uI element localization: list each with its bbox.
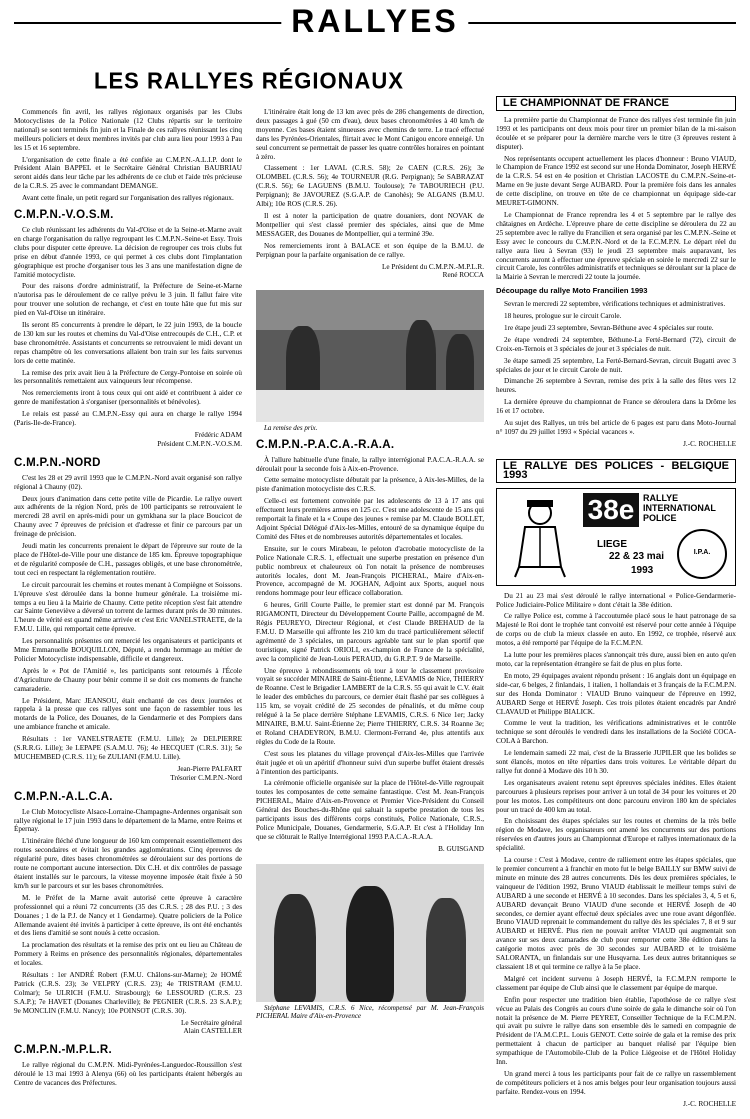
event-city: LIEGE xyxy=(597,538,628,550)
section-heading: LE CHAMPIONNAT DE FRANCE xyxy=(496,96,736,111)
paragraph: Nos remerciements iront à tous ceux qui ont aidé et contribuent à aider ce genre de manifestation à s'organiser (personnalités et bénévoles). xyxy=(14,389,242,407)
paragraph: La course : C'est à Modave, centre de ralliement entre les étapes spéciales, que le premier concurrent a à franchir en moto fut le belge BAILLY sur BMW suivi de minute en minute des 28 autres concurrents. Dès les deux premières spéciales, le vainqueur de l'édition 1992, Bruno VIAUD établissait le meilleur temps suivi de AUBARD à une seconde et HERVÉ à 10 secondes. Dans les spéciales 3, 4, 5 et 6, AUBARD devançait Bruno VIAUD d'une seconde et HERVÉ Joseph de 40 secondes, ce dernier ayant effectué deux spéciales avec une roue avant dégonflée. Bruno VIAUD reprenait le commandement du rallye dès les spéciales 7, 8 et 9 sur AUBARD et HERVÉ. Plus rien ne pouvait arrêter VIAUD qui augmentait son avance sur ses deux camarades de club pour remporter cette 38e édition dans la catégorie motos avec près de 30 secondes sur AUBARD et le troisième SALORANTA, un finlandais sur une Husqvarna. Les deux autres britanniques se classaient 18 et qui termine ce rallye à la 5e place. xyxy=(496,856,736,971)
paragraph: Dimanche 26 septembre à Sevran, remise des prix à la salle des fêtes vers 12 heures. xyxy=(496,377,736,395)
section-heading: C.M.P.N.-P.A.C.A.-R.A.A. xyxy=(256,438,395,451)
paragraph: En choisissant des étapes spéciales sur les routes et chemins de la très belle région de Modave, les organisateurs ont amené les concurrents sur des portions réservées en d'autres jours au Championnat d'Europe et rallyes internationaux de la spécialité. xyxy=(496,817,736,853)
paragraph: L'organisation de cette finale a été confiée au C.M.P.N.-A.L.I.P. dont le Président Alain BAPPEL et le Secrétaire Général Christian BAUBRIAU seront aidés dans leur tâche par les adhérents de ce club et l'aide très précieuse de la C.R.S. 25 avec le commandant DEMANGE. xyxy=(14,155,242,191)
event-year: 1993 xyxy=(631,564,654,576)
edition-number: 38e xyxy=(583,493,639,527)
prize-ceremony-photo xyxy=(256,290,484,422)
paragraph: Comme le veut la tradition, les vérifications administratives et le contrôle technique se sont déroulés le vendredi dans les installations de la Société COCA-COLA à Barchon. xyxy=(496,719,736,746)
section-heading: C.M.P.N.-NORD xyxy=(14,456,101,469)
article-title: LES RALLYES RÉGIONAUX xyxy=(94,67,404,94)
photo-caption: La remise des prix. xyxy=(264,424,318,433)
paragraph: Les personnalités présentes ont remercié les organisateurs et participants et Mme Emmanuelle BOUQUILLON, Député, a rendu hommage au métier de Policier Motocycliste indispensable, difficile et dangereux. xyxy=(14,637,242,663)
signature-name: Frédéric ADAM xyxy=(194,431,242,439)
subheading: Découpage du rallye Moto Francilien 1993 xyxy=(496,286,648,296)
signature-name: J.-C. ROCHELLE xyxy=(683,439,736,448)
section-heading: C.M.P.N.-V.O.S.M. xyxy=(14,209,114,222)
section-title: RALLYES xyxy=(281,4,468,38)
paragraph: 6 heures, Grill Courte Paille, le premier start est donné par M. François RIGAMONTI, Directeur du Développement Courte Paille, accompagné de M. Régis PEUREYO, Directeur Régional, et c'est Claude BREHAUD de la F.M.U. D Marseille qui affronte les 210 km du tracé particulièrement sélectif agrémenté de 3 spéciales, un parcours agréable tant sur le plan sportif que touristique, signé Patrick ORIOLI, ex-champion de France de la spécialité, avec la complicité de Jean-Louis PERAUD, du G.R.P.T. 9 de Marseille. xyxy=(256,601,484,663)
paragraph: Après le « Pot de l'Amitié », les participants sont retournés à l'École d'Agriculture de Chauny pour bénir comme il se doit ces moments de franche camaraderie. xyxy=(14,666,242,693)
paragraph: Le lendemain samedi 22 mai, c'est de la Brasserie JUPILER que les bolides se sont élancés, motos en tête réparties dans trois voitures. Le véritable départ du rallye fut donné à Modave dès 10 h 30. xyxy=(496,749,736,775)
paragraph: Commencés fin avril, les rallyes régionaux organisés par les Clubs Motocyclistes de la Police Nationale (12 Clubs répartis sur le territoire national) se sont terminés fin juin et la Finale de ces rallyes réunissant les cinq meilleurs policiers et deux membres invités par club aura lieu pour 1993 à Pau les 15 et 16 septembre. xyxy=(14,108,242,152)
signature-role: Le Président du C.M.P.N.-M.P.L.R. xyxy=(381,262,484,271)
paragraph: Le Club Motocycliste Alsace-Lorraine-Champagne-Ardennes organisait son rallye régional le 17 juin 1993 dans le département de la Marne, entre Reims et Épernay. xyxy=(14,807,242,834)
section-heading: C.M.P.N.-A.L.C.A. xyxy=(14,790,113,803)
signature xyxy=(496,1100,736,1109)
column-3 xyxy=(496,96,736,1119)
paragraph: Le circuit parcourait les chemins et routes menant à Compiègne et Soissons. L'épreuve s'est déroulée dans la bonne humeur générale. La troisième mi-temps a eu lieu à la Mairie de Chauny. Cette petite réception s'est fait attendre car Sainte Geneviève a déversé un torrent de larmes durant près de 30 minutes. L'heure de vérité est quand même arrivée et c'est Eric VANELSTRAETE, de la F.M.U. Lille, qui remportait cette épreuve. xyxy=(14,580,242,634)
paragraph: Résultats : 1er VANELSTRAETE (F.M.U. Lille); 2e DELPIERRE (S.R.R.G. Lille); 3e LEPAPE (S.A.M.U. 76); 4e HECQUET (C.R.S. 31); 5e MUCHEMBED (C.R.S. 11); 6e ZULIANI (F.M.U. Lille). xyxy=(14,735,242,761)
paragraph: La proclamation des résultats et la remise des prix ont eu lieu au Château de Pommery à Reims en présence des personnalités régionales, départementales et locales. xyxy=(14,941,242,968)
paragraph: 2e étape vendredi 24 septembre, Béthune-La Ferté-Bernard (72), circuit de Croix-en-Ternois et 3 spéciales de jour et 3 spéciales de nuit. xyxy=(496,335,736,353)
police-figure-icon xyxy=(505,497,575,579)
event-line: POLICE xyxy=(643,512,677,523)
paragraph: C'est sous les platanes du village provençal d'Aix-les-Milles que l'arrivée était jugée et où un apéritif d'honneur suivi d'un superbe buffet étaient dressés à l'intention des participants. xyxy=(256,749,484,776)
event-name xyxy=(643,493,716,523)
paragraph: Ils seront 85 concurrents à prendre le départ, le 22 juin 1993, de la boucle de 130 km sur les routes et chemins du Val-d'Oise entrecoupés de C.H., C.P. et base chronométrée. Assistants et concurrents se retrouvaient le midi devant un repas champêtre où les conversations allaient bon train sur les faits survenus lors de cette matinée. xyxy=(14,321,242,365)
event-line: INTERNATIONAL xyxy=(643,502,716,513)
section-heading: C.M.P.N.-M.P.L.R. xyxy=(14,1044,112,1057)
paragraph: 3e étape samedi 25 septembre, La Ferté-Bernard-Sevran, circuit Bugatti avec 3 spéciales de jour et le circuit Carole de nuit. xyxy=(496,356,736,374)
signature-role: Président C.M.P.N.-V.O.S.M. xyxy=(157,439,242,448)
signature xyxy=(14,1019,242,1037)
paragraph: Malgré cet incident survenu à Joseph HERVÉ, la F.C.M.P.N remporte le classement par équipe de Club ainsi que le classement par équipe de marque. xyxy=(496,974,736,992)
signature xyxy=(256,263,484,281)
paragraph: Le Championnat de France reprendra les 4 et 5 septembre par le rallye des châtaignes en Ardèche. L'épreuve phare de cette discipline se déroulera du 22 au 25 septembre avec le rallye du Francilien et sera organisé par les C.M.P.N.-Seine et Essy avec le concours du C.M.P.N.-Nord et de la F.C.M.P.N. Le départ réel du rallye aura lieu à Sevran (93) le jeudi 23 septembre mais auparavant, les concurrents auront à effectuer une épreuve spéciale en soirée le mercredi 22 sur le circuit Carole, les contrôles administratifs et techniques se déroulant sur la place de la Mairie à Sevran le mercredi 22 toute la journée. xyxy=(496,210,736,282)
paragraph: Classement : 1er LAVAL (C.R.S. 58); 2e CAEN (C.R.S. 26); 3e OLOMBEL (C.R.S. 56); 4e TOURNEUR (R.G. Perpignan); 5e SABRAZAT (C.R.S. 56); 6e LAGUENS (B.M.U. Toulouse); 7e TABOURIECH (P.U. Perpignan); 8e JAVOUREZ (S.G.A.P. de Canohès); 9e ALGANS (B.M.U. Albi); 10e ROS (C.R.S. 26). xyxy=(256,164,484,209)
signature xyxy=(14,765,242,783)
signature xyxy=(256,845,484,854)
paragraph: Il est à noter la participation de quatre douaniers, dont NOVAK de Montpellier qui s'est classé premier des spéciales, ainsi que de Mme MESSAGER, des Douanes de Montpellier, qui a terminé 39e. xyxy=(256,211,484,238)
award-photo xyxy=(256,864,484,1002)
paragraph: À l'allure habituelle d'une finale, la rallye interrégional P.A.C.A.-R.A.A. se déroulait pour la seconde fois à Aix-en-Provence. xyxy=(256,455,484,473)
paragraph: Ensuite, sur le cours Mirabeau, le peloton d'acrobatie motocycliste de la Police Nationale C.R.S. 1, effectuait une superbe prestation en présence d'un public nombreux et chaleureux où l'on notait la présence de nombreuses autorités locales, dont M. Jean-François PICHERAL, Maire d'Aix-en-Provence, accompagné de M. JOGHAN, Adjoint aux Sports, auquel nous rendons hommage pour leur efficace collaboration. xyxy=(256,544,484,598)
paragraph: La dernière épreuve du championnat de France se déroulera dans la Drôme les 16 et 17 octobre. xyxy=(496,398,736,416)
signature-role: Trésorier C.M.P.N.-Nord xyxy=(170,773,242,782)
paragraph: Au sujet des Rallyes, un très bel article de 6 pages est paru dans Moto-Journal n° 1097 du 29 juillet 1993 « Spécial vacances ». xyxy=(496,419,736,436)
event-line: RALLYE xyxy=(643,492,679,503)
paragraph: 1re étape jeudi 23 septembre, Sevran-Béthune avec 4 spéciales sur route. xyxy=(504,323,714,332)
paragraph: Un grand merci à tous les participants pour fait de ce rallye un rassemblement de compétiteurs policiers et à nos amis belges pour leur organisation toujours aussi parfaite. Rendez-vous en 1994. xyxy=(496,1069,736,1096)
column-2 xyxy=(256,108,484,1024)
ipa-emblem-icon: I.P.A. xyxy=(677,529,727,579)
paragraph: Le rallye régional du C.M.P.N. Midi-Pyrénées-Languedoc-Roussillon s'est déroulé le 13 mai 1993 à Alenya (66) où les participants étaient hébergés au Centre de vacances des Préfectures. xyxy=(14,1061,242,1088)
page-header xyxy=(14,4,736,38)
signature-name: Alain CASTELLER xyxy=(183,1027,242,1036)
paragraph: Résultats : 1er ANDRÉ Robert (F.M.U. Châlons-sur-Marne); 2e HOMÉ Patrick (C.R.S. 23); 3e VELPRY (C.R.S. 23); 4e TRISTRAM (F.M.U. Colmar); 5e ULRICH (F.M.U. Strasbourg); 6e LESSOURD (C.R.S. 23 S.A.P.); 7e HAVET (Douanes Charleville); 8e PEGNIER (C.R.S. 23 S.A.P.); 9e MONCLIN (F.M.U. Nancy); 10e POINSOT (C.R.S. 30). xyxy=(14,971,242,1015)
paragraph: M. le Préfet de la Marne avait autorisé cette épreuve à caractère professionnel qui a réuni 72 concurrents (35 des C.R.S. ; 28 des P.U. ; 3 des Douanes ; 1 de la P.J. de Nancy et 1 Gendarme). Quatre policiers de la Police Allemande avaient été invités à participer à cette épreuve, ils ont été enchantés et des liens d'amitié se sont noués à cette occasion. xyxy=(14,893,242,938)
paragraph: Celle-ci est fortement convoitée par les adolescents de 13 à 17 ans qui effectuent leurs premières armes en 125 cc. C'est une adolescente de 15 ans qui remportait la finale et la « Coupe des jeunes » remise par M. Claude BOLLET, Adjoint Spécial Délégué d'Aix-les-Milles, entouré de sa dynamique équipe du Comité des Fêtes et de nombreuses autorités départementales et locales. xyxy=(256,497,484,541)
paragraph: La lutte pour les premières places s'annonçait très dure, aussi bien en auto qu'en moto, car la représentation étrangère se fait de plus en plus forte. xyxy=(496,651,736,668)
paragraph: Les organisateurs avaient retenu sept épreuves spéciales inédites. Elles étaient parcourues à plusieurs reprises pour arriver à un total de 34 pour les voitures et 20 pour les motos. Les compétiteurs ont donc parcouru environ 180 km de spéciales pour un tracé de 400 km au total. xyxy=(496,778,736,814)
paragraph: Ce rallye Police est, comme à l'accoutumée placé sous le haut patronage de sa Majesté le Roi dont le trophée tant convoité est réservé pour cette année à l'équipe de corps ou de club la mieux classée en auto. En 1992, ce trophée, réservé aux motos, a été remporté par l'équipe de la F.C.M.P.N. xyxy=(496,612,736,648)
paragraph: Pour des raisons d'ordre administratif, la Préfecture de Seine-et-Marne n'autorisa pas le déroulement de ce rallye prévu le 3 juin. Il fallut faire vite pour trouver une solution de rechange, et c'est en toute hâte que fut mis sur pied en Val-d'Oise un itinéraire. xyxy=(14,282,242,318)
signature-name: B. GUISGAND xyxy=(438,844,484,853)
paragraph: En moto, 29 équipages avaient répondu présent : 16 anglais dont un équipage en side-car, 6 belges, 2 finlandais, 1 italien, 1 hollandais et 3 français de la F.C.M.P.N. sur des Honda Dominator : VIAUD Bruno vainqueur de l'épreuve en 1992, AUBARD Serge et HERVÉ Joseph. Ces trois pilotes étaient encadrés par André CLAVAUD et Philippe BIALICK. xyxy=(496,671,736,716)
signature xyxy=(14,431,242,449)
paragraph: Enfin pour respecter une tradition bien établie, l'apothéose de ce rallye s'est vécue au Palais des Congrès au cours d'une soirée de gala le dimanche soir où l'on notait la présence de M. Pierre PEYRET, Conseiller Technique de la F.C.M.P.N. qui avait pu suivre le rallye dans son ensemble dès le samedi en compagnie de Président de l'A.M.C.P.L. Louis GENOT. Cette soirée de gala et la remise des prix permettaient à chacun de participer au banquet réalisé par l'équipe bien sympathique de l'Automobile-Club de la Police Liégeoise et de l'Hôtel Holiday Inn. xyxy=(496,995,736,1067)
signature-name: J.-C. ROCHELLE xyxy=(683,1099,736,1108)
paragraph: La première partie du Championnat de France des rallyes s'est terminée fin juin 1993 et les participants ont deux mois pour tirer un premier bilan de la mi-saison écoulée et se préparer pour la dernière marche vers le titre (3 épreuves restent à disputer). xyxy=(496,115,736,151)
event-dates: 22 & 23 mai xyxy=(609,550,665,562)
paragraph: Deux jours d'animation dans cette petite ville de Picardie. Le rallye ouvert aux adhérents de la région Nord, près de 100 participants se retrouvaient le mercredi 28 avril en après-midi pour un gymkhana sur la place Boucicot de Chauny avec 7 épreuves de précision et d'adresse et finir ce parcours par un freinage de précision. xyxy=(14,494,242,539)
paragraph: Le relais est passé au C.M.P.N.-Essy qui aura en charge le rallye 1994 (Paris-Ile-de-France). xyxy=(14,410,242,428)
signature xyxy=(496,440,736,449)
rally-poster xyxy=(496,488,736,586)
paragraph: Avant cette finale, un petit regard sur l'organisation des rallyes régionaux. xyxy=(22,194,234,203)
paragraph: Ce club réunissant les adhérents du Val-d'Oise et de la Seine-et-Marne avait en charge l'organisation du rallye regroupant les C.M.P.N.-Seine-et Essy. Trois clubs pour disputer cette épreuve. La décision de regrouper ces trois clubs fut prise en début d'année 1993, ce qui permet à ces clubs dont l'implantation géographique est proche d'organiser tous les 3 ans une manifestation digne de l'amitié motocycliste. xyxy=(14,225,242,279)
paragraph: Cette semaine motocycliste débutait par la présence, à Aix-les-Milles, de la piste d'animation motocycliste des C.R.S. xyxy=(256,476,484,494)
signature-name: René ROCCA xyxy=(442,271,484,280)
paragraph: Du 21 au 23 mai s'est déroulé le rallye international « Police-Gendarmerie-Police Judiciaire-Police Militaire » dont c'était la 38e édition. xyxy=(496,591,736,609)
paragraph: L'itinéraire était long de 13 km avec près de 286 changements de direction, deux passages à gué (50 cm d'eau), deux bases chronométrées à 40 km/h de moyenne. Ces bases étaient sinueuses avec chemins de terre. Le tracé effectué dans les Pyrénées-Orientales, flirtait avec le Mont Canigou encore enneigé. Un seul concurrent se permettait de passer les quatre contrôles horaires en pointant à zéro. xyxy=(256,108,484,161)
paragraph: La remise des prix avait lieu à la Préfecture de Cergy-Pontoise en soirée où les personnalités remettaient aux vainqueurs leur récompense. xyxy=(14,368,242,386)
paragraph: C'est les 28 et 29 avril 1993 que le C.M.P.N.-Nord avait organisé son rallye régional à Chauny (02). xyxy=(14,473,242,491)
paragraph: La cérémonie officielle organisée sur la place de l'Hôtel-de-Ville regroupait toutes les composantes de cette semaine fantastique. C'est M. Jean-François PICHERAL, Maire d'Aix-en-Provence et Premier Vice-Président du Conseil Général des Bouches-du-Rhône qui saluait la superbe prestation de tous les participants issus des différents corps constitués, Police Nationale, C.R.S., Police Municipale, Douanes, Gendarmerie, S.G.A.P. Et c'est à l'Holiday Inn que se clôturait le Rallye Interrégional 1993 P.A.C.A.-R.A.A. xyxy=(256,779,484,841)
signature-role: Le Secrétaire général xyxy=(180,1018,242,1027)
section-heading: LE RALLYE DES POLICES - BELGIQUE 1993 xyxy=(496,459,736,483)
paragraph: Une épreuve à rebondissements où tour à tour le classement provisoire voyait se succéder MINAIRE de Saint-Étienne, LEVAMIS de Nice, THIERRY de Roanne. C'est le Brigadier LAMBERT de la C.R.S. 55 qui avait le C.V. était le leader des embûches du parcours, ce dernier était flashé par ses collègues à 115 km, se voyait crédité de 25 secondes de pénalités, et du même coup relégué à la 5e place derrière Stéphane LEVAMIS, C.R.S. 6 Nice 1er; Jacky MINAIRE, B.M.U. Saint-Étienne 2e; Pierre THIERRY, C.R.S. 34 Roanne 3e; et Roland CHADEYRON, B.M.U. Clermont-Ferrand 4e, plus attentifs aux règles du Code de la Route. xyxy=(256,666,484,746)
paragraph: Sevran le mercredi 22 septembre, vérifications techniques et administratives. xyxy=(504,300,726,309)
column-1 xyxy=(14,108,242,1091)
paragraph: Nos remerciements iront à BALACE et son équipe de la B.M.U. de Perpignan pour la parfaite organisation de ce rallye. xyxy=(256,241,484,259)
signature-name: Jean-Pierre PALFART xyxy=(177,764,242,773)
paragraph: 18 heures, prologue sur le circuit Carole. xyxy=(504,312,622,321)
intro-text xyxy=(14,108,242,203)
paragraph: Nos représentants occupent actuellement les places d'honneur : Bruno VIAUD, le Champion de France 1992 est second sur une Honda Dominator, Joseph HERVÉ de la C.R.S. 54 est en 4e position et Christian LACOSTE du C.M.P.N.-Seine-et-Marne en 9e juste devant Serge AUBARD. Pour la première fois dans les annales de cette discipline, on trouve en tête de ce championnat un équipage side-car MEURET-GIMONN. xyxy=(496,154,736,208)
paragraph: Le Président, Marc JEANSOU, était enchanté de ces deux journées et rappela à la presse que ces rallyes sont une façon de rassembler tous les motards de la Police, des Douanes, de la Gendarmerie et des Pompiers dans une ambiance franche et amicale. xyxy=(14,696,242,732)
paragraph: L'itinéraire fléché d'une longueur de 160 km comprenait essentiellement des routes secondaires et évitait les grandes agglomérations. Cinq épreuves de régularité pure, dites bases chronométrées se déroulaient sur des portions de route ne comportant aucune intersection. Dix C.H. et dix contrôles de passage étaient installés sur le parcours, la vitesse moyenne imposée était fixée à 50 km/h sur le parcours et sur les bases chronométrées. xyxy=(14,837,242,890)
paragraph: Jeudi matin les concurrents prenaient le départ de l'épreuve sur route de la place de l'Hôtel-de-Ville pour une distance de 185 km. Épreuve topographique et de régularité composée de C.H., passages obligés, et une base chronométrée, tout ceci en respectant la réglementation routière. xyxy=(14,542,242,577)
photo-caption: Stéphane LEVAMIS, C.R.S. 6 Nice, récompensé par M. Jean-François PICHERAL Maire d'Aix-en-Provence xyxy=(256,1003,484,1021)
